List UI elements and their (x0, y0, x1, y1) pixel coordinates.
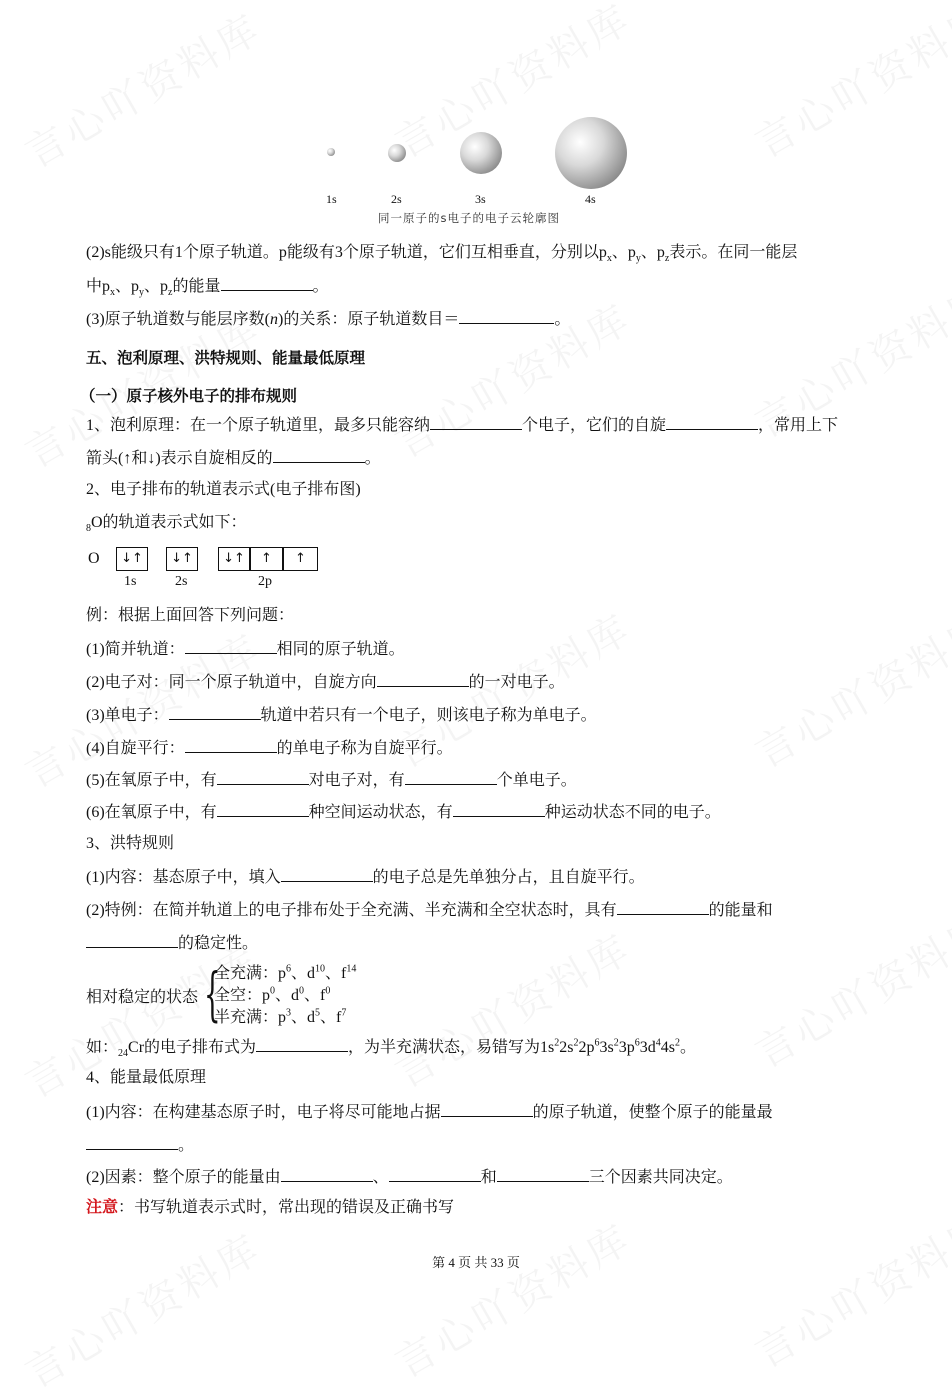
answer-blank[interactable] (459, 307, 554, 324)
lowest-energy-factors: (2)因素：整个原子的能量由 、 和 三个因素共同决定。 (86, 1165, 733, 1189)
answer-blank[interactable] (281, 865, 373, 882)
orbital-box-2p: ↓↑ (218, 547, 250, 571)
answer-blank[interactable] (405, 768, 497, 785)
answer-blank[interactable] (453, 800, 545, 817)
answer-blank[interactable] (666, 413, 758, 430)
question-5: (5)在氧原子中，有 对电子对，有 个单电子。 (86, 768, 577, 792)
para-orbitals-p: (2)s能级只有1个原子轨道。p能级有3个原子轨道，它们互相垂直，分别以$p_x$、$p_y$、$p_z$表示。在同一能层 (86, 244, 798, 265)
hund-content: (1)内容：基态原子中，填入 的电子总是先单独分占，且自旋平行。 (86, 865, 645, 889)
label-4s: 4s (585, 192, 596, 206)
orbital-box-2s: ↓↑ (166, 547, 198, 571)
sphere-2s (388, 144, 406, 162)
orbital-label-1s: 1s (124, 574, 137, 589)
watermark (743, 898, 952, 1079)
label-3s: 3s (475, 192, 486, 206)
note-label: 注意 (86, 1199, 119, 1216)
note: 注意：书写轨道表示式时，常出现的错误及正确书写 (86, 1199, 455, 1216)
answer-blank[interactable] (217, 768, 309, 785)
answer-blank[interactable] (430, 413, 522, 430)
answer-blank[interactable] (377, 670, 469, 687)
sphere-1s (327, 148, 335, 156)
orbital-label-2p: 2p (258, 574, 272, 589)
orbital-box-1s: ↓↑ (116, 547, 148, 571)
answer-blank[interactable] (169, 703, 261, 720)
brace: { (204, 960, 221, 1028)
pauli-arrows: 箭头(↑和↓)表示自旋相反的 。 (86, 446, 381, 470)
answer-blank[interactable] (221, 274, 313, 291)
lowest-energy-cont: 。 (86, 1133, 194, 1157)
answer-blank[interactable] (497, 1165, 589, 1182)
answer-blank[interactable] (185, 736, 277, 753)
question-2: (2)电子对：同一个原子轨道中，自旋方向 的一对电子。 (86, 670, 565, 694)
orbital-label-2s: 2s (175, 574, 188, 589)
question-4: (4)自旋平行： 的单电子称为自旋平行。 (86, 736, 453, 760)
watermark (383, 1208, 640, 1389)
item-2-heading: 2、电子排布的轨道表示式(电子排布图) (86, 481, 361, 498)
orbital-box-2p: ↑ (250, 547, 283, 571)
question-1: (1)简并轨道： 相同的原子轨道。 (86, 637, 405, 661)
stable-half: 半充满：$p^3$、$d^5$、$f^7$ (214, 1007, 347, 1026)
watermark (743, 1198, 952, 1379)
watermark (383, 918, 640, 1099)
answer-blank[interactable] (389, 1165, 481, 1182)
sphere-4s (555, 117, 627, 189)
hund-special-cont: 的稳定性。 (86, 931, 258, 955)
watermark (743, 598, 952, 779)
stable-full: 全充满：$p^6$、$d^{10}$、$f^{14}$ (214, 963, 357, 982)
example-intro: 例：根据上面回答下列问题： (86, 607, 295, 624)
watermark (13, 1218, 270, 1399)
orbital-box-2p: ↑ (283, 547, 318, 571)
stable-state-label: 相对稳定的状态 (86, 989, 199, 1006)
answer-blank[interactable] (185, 637, 277, 654)
item-3-heading: 3、洪特规则 (86, 835, 175, 852)
answer-blank[interactable] (256, 1035, 348, 1052)
sphere-3s (460, 132, 502, 174)
section-heading-5: 五、泡利原理、洪特规则、能量最低原理 (86, 349, 366, 367)
orbital-symbol: O (88, 550, 100, 567)
answer-blank[interactable] (281, 1165, 373, 1182)
subsection-heading: （一）原子核外电子的排布规则 (80, 387, 298, 405)
figure-caption: 同一原子的s电子的电子云轮廓图 (378, 211, 560, 225)
watermark (743, 0, 952, 169)
label-2s: 2s (391, 192, 402, 206)
page-footer: 第 4 页 共 33 页 (432, 1255, 520, 1270)
question-3: (3)单电子： 轨道中若只有一个电子，则该电子称为单电子。 (86, 703, 597, 727)
para-orbital-count: (3)原子轨道数与能层序数(n)的关系：原子轨道数目＝ 。 (86, 307, 570, 331)
chromium-example: 如：$_{24}$Cr的电子排布式为 ，为半充满状态，易错写为$1s^22s^22p^63s^23p^63d^44s^2$。 (86, 1035, 696, 1059)
lowest-energy-content: (1)内容：在构建基态原子时，电子将尽可能地占据 的原子轨道，使整个原子的能量最 (86, 1100, 773, 1124)
question-6: (6)在氧原子中，有 种空间运动状态，有 种运动状态不同的电子。 (86, 800, 721, 824)
answer-blank[interactable] (441, 1100, 533, 1117)
answer-blank[interactable] (217, 800, 309, 817)
para-orbitals-energy: 中$p_x$、$p_y$、$p_z$的能量 。 (86, 274, 329, 298)
item-4-heading: 4、能量最低原理 (86, 1069, 207, 1086)
answer-blank[interactable] (273, 446, 365, 463)
oxygen-intro: $_8$O的轨道表示式如下： (86, 514, 247, 535)
label-1s: 1s (326, 192, 337, 206)
answer-blank[interactable] (86, 931, 178, 948)
hund-special: (2)特例：在简并轨道上的电子排布处于全充满、半充满和全空状态时，具有 的能量和 (86, 898, 773, 922)
answer-blank[interactable] (86, 1133, 178, 1150)
watermark (13, 0, 270, 179)
answer-blank[interactable] (617, 898, 709, 915)
pauli-principle: 1、泡利原理：在一个原子轨道里，最多只能容纳 个电子，它们的自旋 ，常用上下 (86, 413, 838, 437)
s-orbital-figure (300, 110, 660, 230)
stable-empty: 全空：$p^0$、$d^0$、$f^0$ (214, 985, 331, 1004)
